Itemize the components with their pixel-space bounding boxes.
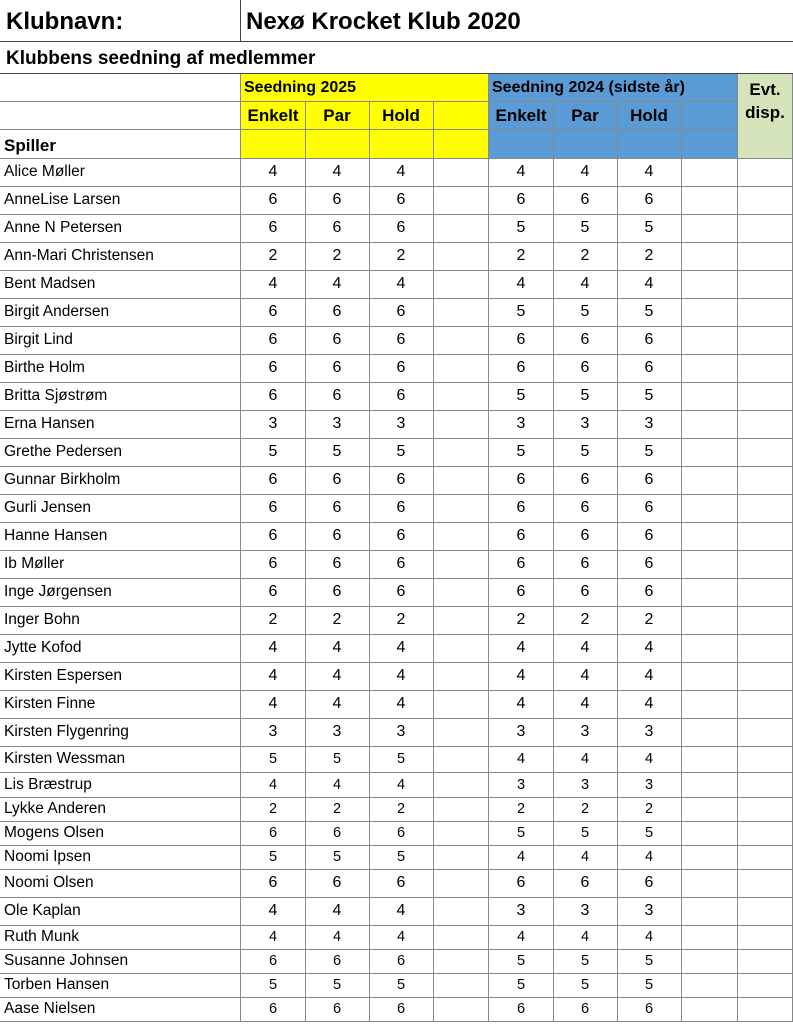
grid-line — [0, 298, 793, 299]
seed-2025-hold: 3 — [396, 723, 406, 740]
player-name: Susanne Johnsen — [4, 952, 129, 969]
seed-2025-hold: 6 — [396, 471, 406, 488]
seed-2025-hold: 5 — [396, 977, 406, 993]
evt-disp-header: Evt. disp. — [745, 80, 785, 122]
seed-2024-enkelt: 6 — [516, 527, 526, 544]
seed-2025-hold: 2 — [396, 611, 406, 628]
seed-2024-enkelt: 6 — [516, 191, 526, 208]
player-name: Kirsten Flygenring — [4, 723, 129, 740]
seed-2024-par: 5 — [580, 219, 590, 236]
seed-2025-enkelt: 6 — [268, 1001, 278, 1017]
seed-2024-hold: 3 — [644, 415, 654, 432]
grid-line — [488, 74, 489, 1022]
seed-2025-enkelt: 6 — [268, 303, 278, 320]
grid-line — [0, 997, 793, 998]
seed-2025-enkelt: 6 — [268, 583, 278, 600]
grid-line — [240, 74, 241, 1022]
seed-2024-enkelt: 4 — [516, 667, 526, 684]
seed-2024-hold: 4 — [644, 163, 654, 180]
seed-2024-hold: 4 — [644, 275, 654, 292]
sheet-subtitle: Klubbens seedning af medlemmer — [6, 48, 316, 69]
player-name: Bent Madsen — [4, 275, 96, 292]
seed-2025-enkelt: 5 — [268, 443, 278, 460]
grid-line — [0, 949, 793, 950]
seed-2024-hold: 6 — [644, 471, 654, 488]
seed-2024-hold: 2 — [644, 611, 654, 628]
seed-2025-enkelt: 6 — [268, 219, 278, 236]
seed-2025-enkelt: 6 — [268, 331, 278, 348]
grid-line — [0, 41, 793, 42]
seed-2024-par: 4 — [580, 695, 590, 712]
player-name: Birthe Holm — [4, 359, 85, 376]
seed-2024-hold: 2 — [644, 247, 654, 264]
seed-2024-par: 6 — [580, 191, 590, 208]
seed-2025-hold: 6 — [396, 219, 406, 236]
seed-2024-par: 4 — [580, 929, 590, 945]
seed-2025-hold: 6 — [396, 331, 406, 348]
seed-2025-par: 6 — [332, 1001, 342, 1017]
grid-line — [0, 522, 793, 523]
player-name: Gurli Jensen — [4, 499, 92, 516]
seed-2024-hold: 3 — [644, 776, 654, 793]
seed-2025-hold: 3 — [396, 415, 406, 432]
seed-2025-enkelt: 6 — [268, 825, 278, 841]
seed-2025-hold: 4 — [396, 639, 406, 656]
club-name: Nexø Krocket Klub 2020 — [246, 7, 521, 35]
seed-2025-par: 6 — [332, 191, 342, 208]
seed-2024-enkelt: 4 — [516, 695, 526, 712]
grid-line — [0, 634, 793, 635]
seed-2024-par: 4 — [580, 639, 590, 656]
grid-line — [0, 73, 793, 74]
player-name: Anne N Petersen — [4, 219, 123, 236]
seed-2024-enkelt: 5 — [516, 219, 526, 236]
seed-2025-hold: 5 — [396, 849, 406, 865]
col-enkelt-2025: Enkelt — [247, 106, 299, 125]
seed-2024-hold: 4 — [644, 695, 654, 712]
grid-line — [0, 690, 793, 691]
player-name: Erna Hansen — [4, 415, 95, 432]
seed-2024-hold: 6 — [644, 874, 654, 891]
seed-2025-enkelt: 6 — [268, 874, 278, 891]
seed-2024-par: 2 — [580, 247, 590, 264]
seed-2024-hold: 6 — [644, 555, 654, 572]
seed-2024-par: 3 — [580, 415, 590, 432]
grid-line — [553, 102, 554, 1022]
seed-2024-par: 6 — [580, 527, 590, 544]
seed-2025-par: 4 — [332, 776, 342, 793]
player-name: Britta Sjøstrøm — [4, 387, 108, 404]
seed-2025-hold: 6 — [396, 555, 406, 572]
seed-2025-hold: 6 — [396, 359, 406, 376]
seed-2024-enkelt: 6 — [516, 499, 526, 516]
player-name: Torben Hansen — [4, 976, 110, 993]
seed-2025-par: 6 — [332, 359, 342, 376]
grid-line — [240, 0, 241, 42]
seed-2025-par: 6 — [332, 583, 342, 600]
grid-line — [0, 382, 793, 383]
seed-2025-par: 6 — [332, 303, 342, 320]
seed-2024-enkelt: 4 — [516, 163, 526, 180]
seed-2024-par: 5 — [580, 303, 590, 320]
seed-2024-hold: 6 — [644, 499, 654, 516]
grid-line — [0, 746, 793, 747]
grid-line — [617, 102, 618, 1022]
seed-2025-hold: 6 — [396, 1001, 406, 1017]
seed-2025-par: 6 — [332, 387, 342, 404]
seed-2024-enkelt: 2 — [516, 801, 526, 817]
seed-2024-enkelt: 6 — [516, 555, 526, 572]
col-par-2024: Par — [571, 106, 599, 125]
seed-2025-par: 2 — [332, 801, 342, 817]
player-name: Jytte Kofod — [4, 639, 82, 656]
seed-2025-enkelt: 6 — [268, 191, 278, 208]
seed-2025-hold: 4 — [396, 275, 406, 292]
seed-2025-par: 4 — [332, 275, 342, 292]
seed-2025-hold: 4 — [396, 667, 406, 684]
seed-2024-enkelt: 6 — [516, 359, 526, 376]
seed-2024-hold: 2 — [644, 801, 654, 817]
seed-2025-enkelt: 3 — [268, 415, 278, 432]
seed-2024-par: 2 — [580, 801, 590, 817]
seed-2025-par: 4 — [332, 929, 342, 945]
seed-2025-par: 6 — [332, 953, 342, 969]
seed-2025-enkelt: 6 — [268, 499, 278, 516]
seed-2024-hold: 6 — [644, 331, 654, 348]
seed-2024-par: 5 — [580, 825, 590, 841]
player-name: Lykke Anderen — [4, 800, 106, 817]
grid-line — [433, 102, 434, 1022]
player-name: Kirsten Espersen — [4, 667, 123, 684]
seed-2025-enkelt: 2 — [268, 611, 278, 628]
seed-2024-par: 2 — [580, 611, 590, 628]
seed-2025-par: 6 — [332, 331, 342, 348]
spiller-header: Spiller — [4, 136, 56, 155]
grid-line — [0, 973, 793, 974]
seed-2025-enkelt: 6 — [268, 359, 278, 376]
seed-2025-enkelt: 4 — [268, 695, 278, 712]
grid-line — [0, 494, 793, 495]
seed-2024-par: 4 — [580, 667, 590, 684]
seed-2024-enkelt: 5 — [516, 825, 526, 841]
grid-line — [0, 466, 793, 467]
grid-line — [0, 186, 793, 187]
seed-2025-hold: 6 — [396, 583, 406, 600]
seed-2024-par: 3 — [580, 902, 590, 919]
seed-2024-par: 4 — [580, 751, 590, 767]
seed-2025-hold: 5 — [396, 751, 406, 767]
grid-line — [681, 102, 682, 1022]
seed-2025-par: 6 — [332, 471, 342, 488]
grid-line — [0, 606, 793, 607]
seed-2024-hold: 4 — [644, 639, 654, 656]
seed-2025-par: 3 — [332, 415, 342, 432]
grid-line — [0, 438, 793, 439]
seed-2024-par: 6 — [580, 583, 590, 600]
seed-2025-par: 4 — [332, 163, 342, 180]
seed-2025-par: 3 — [332, 723, 342, 740]
seed-2025-enkelt: 4 — [268, 902, 278, 919]
seed-2024-hold: 6 — [644, 191, 654, 208]
grid-line — [0, 214, 793, 215]
seed-2025-enkelt: 6 — [268, 527, 278, 544]
seed-2024-hold: 6 — [644, 1001, 654, 1017]
seed-2024-hold: 6 — [644, 359, 654, 376]
seed-2025-hold: 6 — [396, 527, 406, 544]
seed-2024-par: 3 — [580, 776, 590, 793]
player-name: Ruth Munk — [4, 928, 79, 945]
seed-2024-par: 6 — [580, 471, 590, 488]
seed-2025-par: 5 — [332, 751, 342, 767]
seed-2025-hold: 6 — [396, 874, 406, 891]
seed-2025-enkelt: 5 — [268, 977, 278, 993]
seed-2025-par: 6 — [332, 825, 342, 841]
seed-2025-hold: 6 — [396, 387, 406, 404]
player-name: Birgit Lind — [4, 331, 73, 348]
seed-2025-par: 6 — [332, 219, 342, 236]
player-name: Aase Nielsen — [4, 1000, 96, 1017]
grid-line — [0, 410, 793, 411]
grid-line — [0, 1021, 793, 1022]
seed-2025-hold: 5 — [396, 443, 406, 460]
player-name: Ann-Mari Christensen — [4, 247, 154, 264]
seed-2025-hold: 6 — [396, 825, 406, 841]
seed-2024-enkelt: 2 — [516, 611, 526, 628]
seed-2024-par: 3 — [580, 723, 590, 740]
player-name: Ole Kaplan — [4, 902, 81, 919]
seed-2025-par: 6 — [332, 555, 342, 572]
seed-2024-enkelt: 4 — [516, 275, 526, 292]
seed-2025-enkelt: 5 — [268, 849, 278, 865]
seed-2025-par: 4 — [332, 902, 342, 919]
seed-2024-enkelt: 3 — [516, 902, 526, 919]
seed-2025-enkelt: 2 — [268, 801, 278, 817]
seed-2024-enkelt: 5 — [516, 303, 526, 320]
seed-2025-enkelt: 6 — [268, 471, 278, 488]
seed-2025-hold: 6 — [396, 953, 406, 969]
seed-2025-enkelt: 6 — [268, 387, 278, 404]
seed-2025-enkelt: 4 — [268, 667, 278, 684]
seed-2025-hold: 4 — [396, 695, 406, 712]
grid-line — [0, 897, 793, 898]
seed-2025-enkelt: 5 — [268, 751, 278, 767]
grid-line — [0, 869, 793, 870]
seed-2024-enkelt: 6 — [516, 1001, 526, 1017]
seed-2024-hold: 4 — [644, 929, 654, 945]
seed-2024-hold: 6 — [644, 527, 654, 544]
player-name: Mogens Olsen — [4, 824, 104, 841]
seed-2024-par: 5 — [580, 977, 590, 993]
player-name: Kirsten Finne — [4, 695, 96, 712]
player-name: Lis Bræstrup — [4, 775, 92, 793]
grid-line — [0, 797, 793, 798]
seed-2024-par: 6 — [580, 331, 590, 348]
seed-2025-enkelt: 4 — [268, 639, 278, 656]
seed-2025-enkelt: 2 — [268, 247, 278, 264]
grid-line — [305, 102, 306, 1022]
seed-2024-enkelt: 4 — [516, 929, 526, 945]
seed-2024-enkelt: 4 — [516, 849, 526, 865]
player-name: Noomi Ipsen — [4, 848, 92, 865]
seed-2024-hold: 5 — [644, 443, 654, 460]
seed-2024-hold: 3 — [644, 902, 654, 919]
seed-2025-par: 5 — [332, 977, 342, 993]
grid-line — [0, 578, 793, 579]
player-name: Ib Møller — [4, 555, 65, 572]
player-name: Gunnar Birkholm — [4, 471, 121, 488]
seed-2024-enkelt: 3 — [516, 415, 526, 432]
grid-line — [737, 74, 738, 1022]
player-name: Birgit Andersen — [4, 303, 110, 320]
seed-2025-hold: 4 — [396, 776, 406, 793]
grid-line — [369, 102, 370, 1022]
group-2025-header: Seedning 2025 — [244, 79, 357, 96]
seed-2024-enkelt: 6 — [516, 583, 526, 600]
seed-2025-par: 5 — [332, 849, 342, 865]
grid-line — [0, 354, 793, 355]
seed-2025-par: 6 — [332, 874, 342, 891]
seed-2025-enkelt: 6 — [268, 555, 278, 572]
grid-line — [0, 662, 793, 663]
group-2024-header: Seedning 2024 (sidste år) — [492, 79, 685, 96]
seed-2025-enkelt: 4 — [268, 929, 278, 945]
seed-2025-enkelt: 4 — [268, 275, 278, 292]
seed-2024-par: 4 — [580, 163, 590, 180]
seed-2025-enkelt: 4 — [268, 163, 278, 180]
seed-2024-enkelt: 5 — [516, 953, 526, 969]
club-label: Klubnavn: — [6, 7, 124, 35]
seed-2024-hold: 5 — [644, 953, 654, 969]
grid-line — [0, 925, 793, 926]
grid-line — [0, 772, 793, 773]
seed-2024-enkelt: 3 — [516, 776, 526, 793]
seed-2024-par: 6 — [580, 555, 590, 572]
seed-2024-enkelt: 3 — [516, 723, 526, 740]
seed-2024-par: 6 — [580, 874, 590, 891]
seed-2025-hold: 2 — [396, 801, 406, 817]
grid-line — [0, 550, 793, 551]
seed-2024-hold: 5 — [644, 303, 654, 320]
grid-line — [0, 821, 793, 822]
seed-2024-enkelt: 4 — [516, 751, 526, 767]
seed-2024-enkelt: 6 — [516, 874, 526, 891]
grid-line — [0, 242, 793, 243]
seed-2024-par: 6 — [580, 499, 590, 516]
seed-2024-hold: 5 — [644, 977, 654, 993]
seed-2024-hold: 5 — [644, 825, 654, 841]
seed-2025-par: 5 — [332, 443, 342, 460]
seed-2024-enkelt: 5 — [516, 977, 526, 993]
col-hold-2025: Hold — [382, 106, 420, 125]
seed-2025-par: 2 — [332, 611, 342, 628]
seed-2024-enkelt: 6 — [516, 471, 526, 488]
player-name: Inge Jørgensen — [4, 583, 112, 600]
seed-2024-hold: 4 — [644, 849, 654, 865]
col-enkelt-2024: Enkelt — [495, 106, 547, 125]
seed-2024-hold: 4 — [644, 667, 654, 684]
grid-line — [0, 718, 793, 719]
player-name: Kirsten Wessman — [4, 750, 126, 767]
seed-2024-par: 5 — [580, 953, 590, 969]
seed-2025-hold: 2 — [396, 247, 406, 264]
seed-2024-enkelt: 4 — [516, 639, 526, 656]
seed-2025-par: 6 — [332, 499, 342, 516]
seed-2024-enkelt: 2 — [516, 247, 526, 264]
player-name: Hanne Hansen — [4, 527, 108, 544]
seed-2025-par: 2 — [332, 247, 342, 264]
seed-2024-par: 4 — [580, 275, 590, 292]
seed-2025-par: 4 — [332, 695, 342, 712]
seed-2024-enkelt: 6 — [516, 331, 526, 348]
seed-2024-par: 6 — [580, 359, 590, 376]
seed-2024-hold: 4 — [644, 751, 654, 767]
player-name: AnneLise Larsen — [4, 191, 121, 208]
seed-2024-hold: 5 — [644, 219, 654, 236]
seed-2025-enkelt: 3 — [268, 723, 278, 740]
grid-line — [0, 845, 793, 846]
col-par-2025: Par — [323, 106, 351, 125]
seed-2024-par: 5 — [580, 443, 590, 460]
seed-2025-hold: 6 — [396, 303, 406, 320]
seed-2024-par: 5 — [580, 387, 590, 404]
seed-2025-hold: 4 — [396, 163, 406, 180]
seed-2025-par: 4 — [332, 639, 342, 656]
grid-line — [0, 158, 793, 159]
seed-2025-hold: 6 — [396, 191, 406, 208]
seed-2024-enkelt: 5 — [516, 387, 526, 404]
seed-2025-hold: 4 — [396, 929, 406, 945]
seed-2025-hold: 4 — [396, 902, 406, 919]
player-name: Noomi Olsen — [4, 874, 94, 891]
seed-2024-hold: 6 — [644, 583, 654, 600]
seed-2024-hold: 3 — [644, 723, 654, 740]
seed-2025-enkelt: 4 — [268, 776, 278, 793]
grid-line — [0, 270, 793, 271]
seed-2025-hold: 6 — [396, 499, 406, 516]
player-name: Inger Bohn — [4, 611, 80, 628]
seed-2024-enkelt: 5 — [516, 443, 526, 460]
seed-2025-enkelt: 6 — [268, 953, 278, 969]
seed-2024-hold: 5 — [644, 387, 654, 404]
seed-2024-par: 6 — [580, 1001, 590, 1017]
col-hold-2024: Hold — [630, 106, 668, 125]
player-name: Grethe Pedersen — [4, 443, 123, 460]
seed-2024-par: 4 — [580, 849, 590, 865]
seed-2025-par: 6 — [332, 527, 342, 544]
grid-line — [0, 326, 793, 327]
player-name: Alice Møller — [4, 163, 85, 180]
seed-2025-par: 4 — [332, 667, 342, 684]
